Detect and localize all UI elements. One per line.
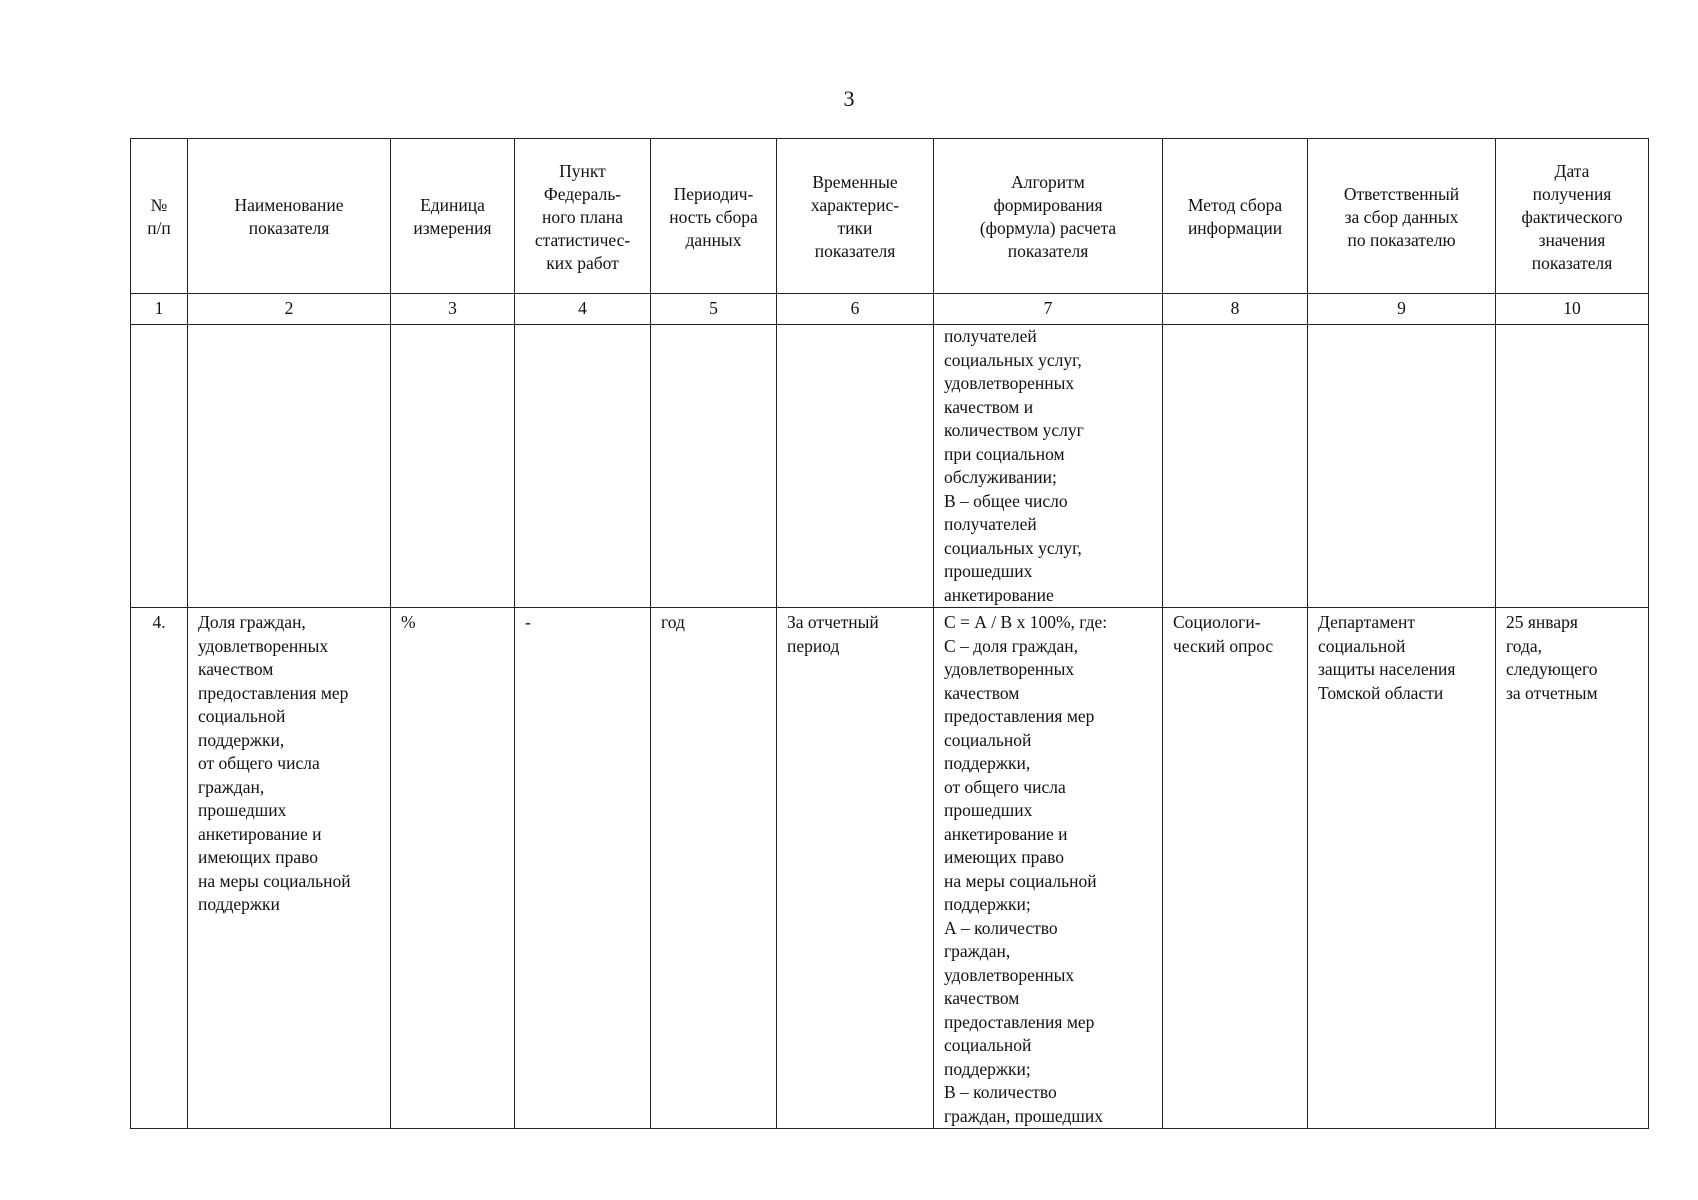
column-number-row: [131, 294, 1649, 325]
method-cell: [1163, 608, 1308, 1129]
empty-cell: [515, 325, 651, 608]
header-col-7: Алгоритм формирования (формула) расчета показателя: [934, 139, 1163, 294]
federal-plan-cell: [515, 608, 651, 1129]
column-number: 1: [131, 294, 188, 325]
empty-cell: [131, 325, 188, 608]
federal-plan-value: -: [525, 612, 531, 632]
time-characteristics-value: За отчетный период: [787, 612, 879, 656]
unit-value: %: [401, 612, 416, 632]
continuation-row: [131, 325, 1649, 608]
header-col-6: Временные характерис- тики показателя: [777, 139, 934, 294]
header-col-3: Единица измерения: [391, 139, 515, 294]
empty-cell: [777, 325, 934, 608]
column-number: 6: [777, 294, 934, 325]
column-number: 8: [1163, 294, 1308, 325]
responsible-value: Департамент социальной защиты населения Томской области: [1318, 612, 1456, 703]
header-col-2: Наименование показателя: [188, 139, 391, 294]
periodicity-cell: [651, 608, 777, 1129]
indicator-name-cell: [188, 608, 391, 1129]
empty-cell: [188, 325, 391, 608]
algorithm-continuation-text: получателей социальных услуг, удовлетворенных качеством и количеством услуг при социальном обслуживании; В – общее число получателей социальных услуг, прошедших анкетирование: [944, 326, 1084, 605]
table-row-4: [131, 608, 1649, 1129]
header-col-8: Метод сбора информации: [1163, 139, 1308, 294]
date-cell: [1496, 608, 1649, 1129]
column-number: 9: [1308, 294, 1496, 325]
algorithm-continuation-cell: [934, 325, 1163, 608]
empty-cell: [1163, 325, 1308, 608]
empty-cell: [651, 325, 777, 608]
algorithm-formula: С = А / В х 100%, где: С – доля граждан, удовлетворенных качеством предоставления мер социальной поддержки, от общего числа прошедших анкетирование и имеющих право на меры социальной поддержки; А – количество граждан, удовлетворенных качеством предоставления мер социальной поддержки; В – количество граждан, прошедших: [944, 612, 1108, 1126]
method-value: Социологи- ческий опрос: [1173, 612, 1274, 656]
page-number: 3: [843, 86, 855, 111]
column-number: 2: [188, 294, 391, 325]
time-characteristics-cell: [777, 608, 934, 1129]
column-number: 4: [515, 294, 651, 325]
row-number-cell: [131, 608, 188, 1129]
column-number: 10: [1496, 294, 1649, 325]
header-col-4: Пункт Федераль- ного плана статистичес- ких работ: [515, 139, 651, 294]
responsible-cell: [1308, 608, 1496, 1129]
indicators-table: [130, 138, 1649, 1129]
unit-cell: [391, 608, 515, 1129]
header-col-10: Дата получения фактического значения показателя: [1496, 139, 1649, 294]
empty-cell: [1496, 325, 1649, 608]
empty-cell: [1308, 325, 1496, 608]
header-col-5: Периодич- ность сбора данных: [651, 139, 777, 294]
row-number: 4.: [152, 612, 166, 632]
header-col-9: Ответственный за сбор данных по показателю: [1308, 139, 1496, 294]
indicator-name: Доля граждан, удовлетворенных качеством предоставления мер социальной поддержки, от общего числа граждан, прошедших анкетирование и имеющих право на меры социальной поддержки: [198, 612, 351, 914]
empty-cell: [391, 325, 515, 608]
header-row: [131, 139, 1649, 294]
periodicity-value: год: [661, 612, 685, 632]
algorithm-cell: [934, 608, 1163, 1129]
header-col-1: № п/п: [131, 139, 188, 294]
column-number: 5: [651, 294, 777, 325]
date-value: 25 января года, следующего за отчетным: [1506, 612, 1598, 703]
column-number: 7: [934, 294, 1163, 325]
column-number: 3: [391, 294, 515, 325]
